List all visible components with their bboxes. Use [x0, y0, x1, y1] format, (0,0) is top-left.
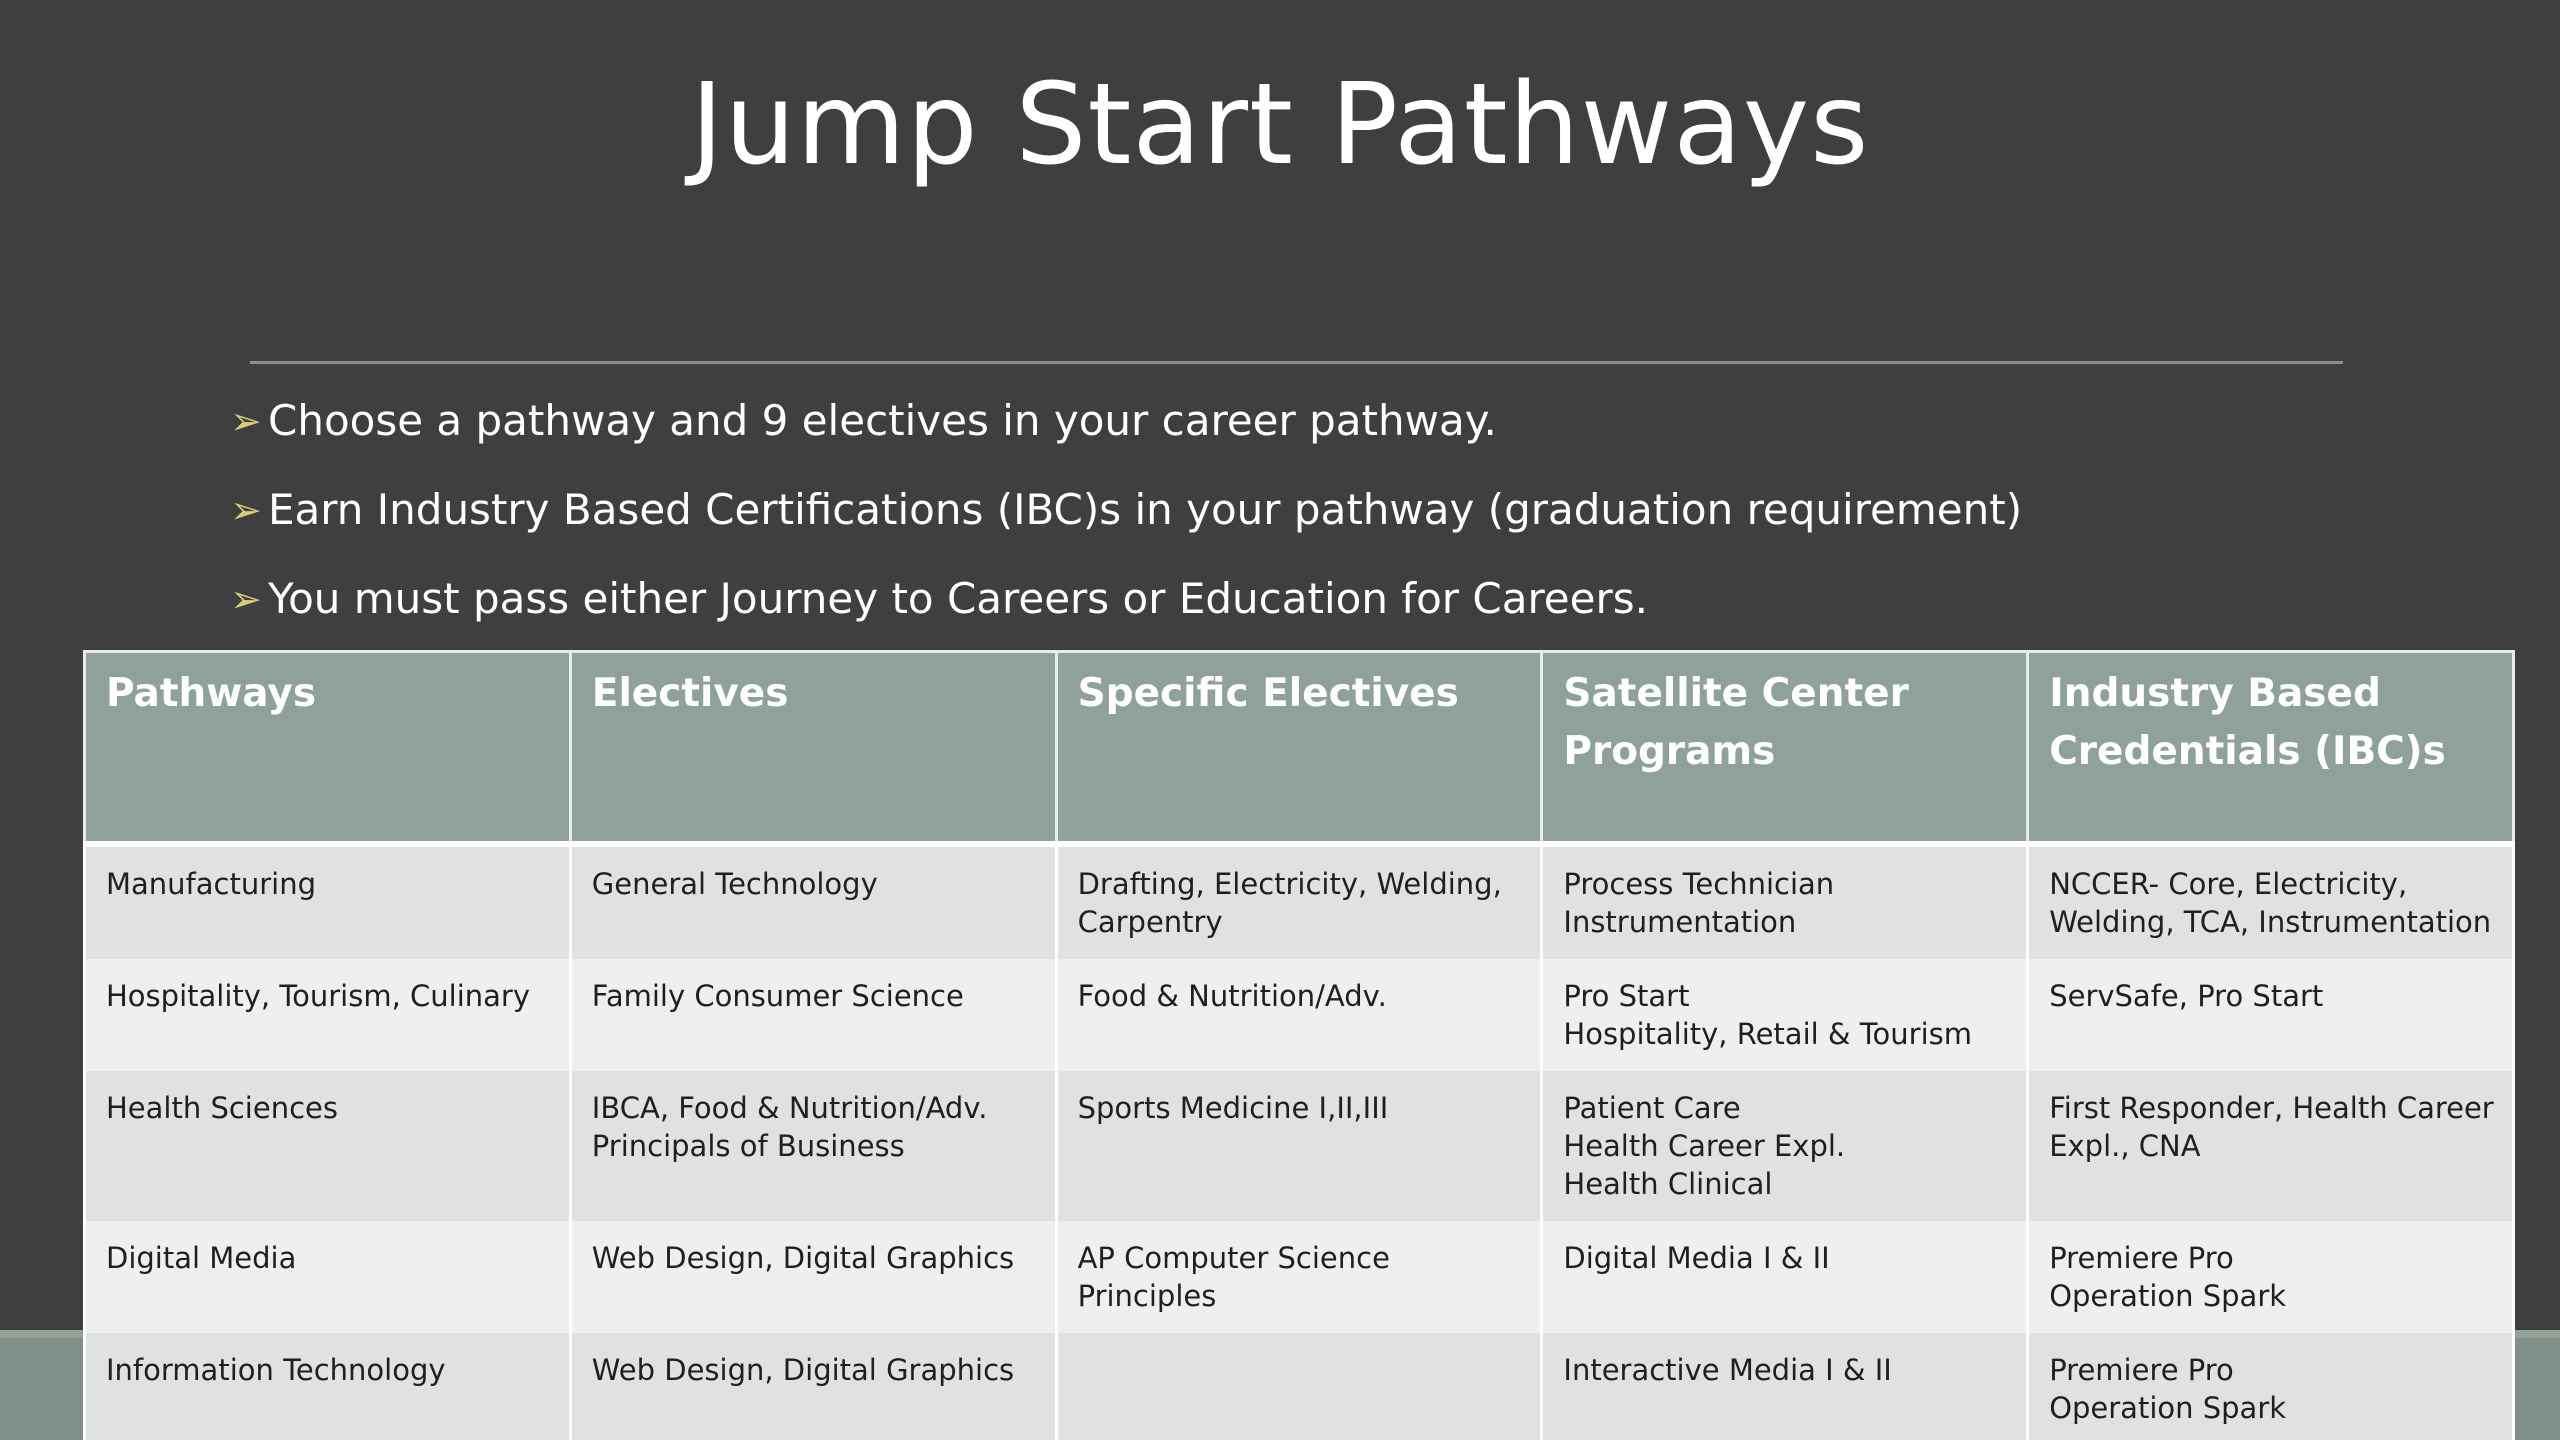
satellite-programs-cell — [1542, 959, 2028, 1071]
column-header-specific-electives: Specific Electives — [1056, 652, 1542, 845]
bullet-text: Choose a pathway and 9 electives in your career pathway. — [268, 396, 1497, 445]
cell-text: Sports Medicine I,II,III — [1077, 1091, 1389, 1125]
cell-text: Family Consumer Science — [591, 979, 964, 1013]
column-header-electives: Electives — [570, 652, 1056, 845]
satellite-programs-cell — [1542, 1071, 2028, 1221]
column-header-satellite-center-programs: Satellite Center Programs — [1542, 652, 2028, 845]
cell-text: Manufacturing — [106, 867, 316, 901]
satellite-programs-cell — [1542, 1333, 2028, 1440]
satellite-programs-cell — [1542, 844, 2028, 959]
specific-electives-cell — [1056, 1333, 1542, 1440]
table-body — [85, 844, 2514, 1440]
table-row — [85, 1333, 2514, 1440]
cell-text: Premiere Pro — [2049, 1241, 2234, 1275]
cell-text: Health Sciences — [106, 1091, 338, 1125]
cell-text: Web Design, Digital Graphics — [591, 1241, 1015, 1275]
electives-cell — [570, 1071, 1056, 1221]
pathway-cell — [85, 1221, 571, 1333]
bullet-item — [230, 477, 2430, 566]
pathways-table-container — [83, 650, 2515, 1440]
bullet-text: Earn Industry Based Certifications (IBC)s in your pathway (graduation requirement) — [268, 485, 2023, 534]
pathway-cell — [85, 1071, 571, 1221]
table-row — [85, 959, 2514, 1071]
cell-text: Web Design, Digital Graphics — [591, 1353, 1015, 1387]
bullet-list — [230, 388, 2430, 655]
specific-electives-cell — [1056, 1221, 1542, 1333]
cell-text: General Technology — [591, 867, 878, 901]
electives-cell — [570, 844, 1056, 959]
pathways-table — [83, 650, 2515, 1440]
column-header-industry-based-credentials: Industry Based Credentials (IBC)s — [2028, 652, 2514, 845]
column-header-pathways: Pathways — [85, 652, 571, 845]
credentials-cell — [2028, 959, 2514, 1071]
cell-text: Process Technician — [1563, 867, 1835, 901]
credentials-cell — [2028, 1221, 2514, 1333]
cell-text: Digital Media I & II — [1563, 1241, 1830, 1275]
cell-text: Interactive Media I & II — [1563, 1353, 1892, 1387]
credentials-cell — [2028, 844, 2514, 959]
cell-text: Health Career Expl. — [1563, 1129, 1846, 1163]
cell-text: Premiere Pro — [2049, 1353, 2234, 1387]
pathway-cell — [85, 1333, 571, 1440]
electives-cell — [570, 1333, 1056, 1440]
pathway-cell — [85, 959, 571, 1071]
cell-text: Drafting, Electricity, Welding, Carpentry — [1077, 867, 1502, 939]
electives-cell — [570, 959, 1056, 1071]
cell-text: Operation Spark — [2049, 1279, 2287, 1313]
specific-electives-cell — [1056, 844, 1542, 959]
bullet-item — [230, 388, 2430, 477]
cell-text: Food & Nutrition/Adv. — [1077, 979, 1387, 1013]
cell-text: NCCER- Core, Electricity, Welding, TCA, Instrumentation — [2049, 867, 2492, 939]
cell-text: First Responder, Health Career Expl., CNA — [2049, 1091, 2494, 1163]
arrow-bullet-icon: ➢ — [230, 488, 262, 532]
cell-text: Instrumentation — [1563, 905, 1797, 939]
satellite-programs-cell — [1542, 1221, 2028, 1333]
credentials-cell — [2028, 1333, 2514, 1440]
cell-text: Information Technology — [106, 1353, 446, 1387]
cell-text: Digital Media — [106, 1241, 297, 1275]
cell-text: ServSafe, Pro Start — [2049, 979, 2324, 1013]
table-row — [85, 1221, 2514, 1333]
arrow-bullet-icon: ➢ — [230, 577, 262, 621]
bullet-item — [230, 566, 2430, 655]
arrow-bullet-icon: ➢ — [230, 399, 262, 443]
electives-cell — [570, 1221, 1056, 1333]
cell-text: Hospitality, Tourism, Culinary — [106, 979, 531, 1013]
specific-electives-cell — [1056, 1071, 1542, 1221]
cell-text: Patient Care — [1563, 1091, 1741, 1125]
cell-text: Hospitality, Retail & Tourism — [1563, 1017, 1972, 1051]
bullet-text: You must pass either Journey to Careers or Education for Careers. — [268, 574, 1648, 623]
credentials-cell — [2028, 1071, 2514, 1221]
slide-title: Jump Start Pathways — [690, 60, 1870, 190]
cell-text: Principals of Business — [591, 1129, 905, 1163]
cell-text: Pro Start — [1563, 979, 1690, 1013]
specific-electives-cell — [1056, 959, 1542, 1071]
cell-text: IBCA, Food & Nutrition/Adv. — [591, 1091, 988, 1125]
cell-text: Health Clinical — [1563, 1167, 1773, 1201]
pathway-cell — [85, 844, 571, 959]
cell-text: AP Computer Science Principles — [1077, 1241, 1390, 1313]
cell-text: Operation Spark — [2049, 1391, 2287, 1425]
table-row — [85, 844, 2514, 959]
table-header-row — [85, 652, 2514, 845]
title-divider — [250, 361, 2343, 364]
table-row — [85, 1071, 2514, 1221]
